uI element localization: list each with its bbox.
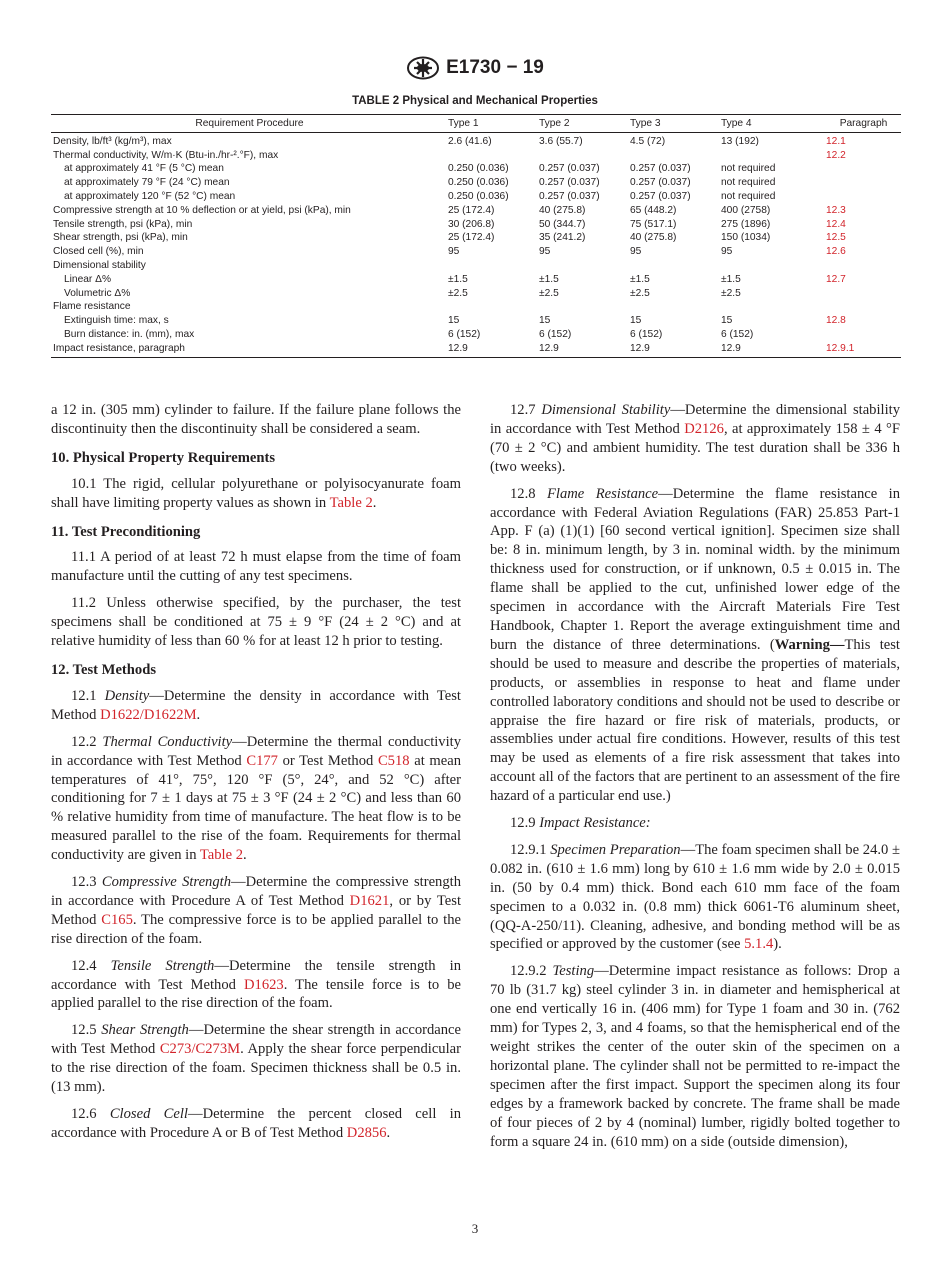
reference-link[interactable]: D1623 <box>243 976 284 993</box>
requirement-cell: Flame resistance <box>53 301 131 313</box>
table-row <box>51 342 901 357</box>
requirement-cell: Dimensional stability <box>53 259 146 271</box>
type-value-cell: 275 (1896) <box>721 218 771 230</box>
requirement-cell: Tensile strength, psi (kPa), min <box>53 218 193 230</box>
type-value-cell: 0.257 (0.037) <box>539 190 600 202</box>
paragraph-link <box>826 328 901 342</box>
paragraph-link <box>826 259 901 273</box>
type-value-cell: 75 (517.1) <box>630 218 677 230</box>
paragraph: 10.1 The rigid, cellular polyurethane or polyisocyanurate foam shall have limiting property values as shown in Table 2. <box>51 475 461 511</box>
reference-link[interactable]: D2126 <box>684 420 724 437</box>
requirement-cell: Extinguish time: max, s <box>64 315 169 327</box>
reference-link[interactable]: C273/C273M <box>159 1041 241 1058</box>
table-row <box>51 218 901 232</box>
reference-link[interactable]: D2856 <box>346 1124 387 1141</box>
requirement-cell: at approximately 120 °F (52 °C) mean <box>64 190 236 202</box>
type-value-cell: 65 (448.2) <box>630 204 677 216</box>
astm-logo-icon <box>406 56 440 80</box>
table-row <box>51 162 901 176</box>
paragraph-title: Thermal Conductivity <box>102 733 233 750</box>
type-value-cell: 0.257 (0.037) <box>630 177 691 189</box>
type-value-cell: 95 <box>721 246 733 258</box>
type-value-cell: 6 (152) <box>721 328 754 340</box>
paragraph-title: Density <box>104 687 150 704</box>
paragraph-link <box>826 162 901 176</box>
type-value-cell <box>630 149 721 163</box>
section-heading: 11. Test Preconditioning <box>51 523 201 540</box>
type-value-cell: 4.5 (72) <box>630 135 666 147</box>
column-header: Type 1 <box>448 115 539 133</box>
paragraph: 12.9 Impact Resistance: <box>510 815 651 832</box>
type-value-cell: 95 <box>630 246 642 258</box>
type-value-cell: 40 (275.8) <box>630 232 677 244</box>
reference-link[interactable]: 5.1.4 <box>744 936 774 953</box>
designation: E1730 − 19 <box>446 57 544 78</box>
column-header: Type 4 <box>721 115 826 133</box>
requirement-cell: Impact resistance, paragraph <box>53 342 185 354</box>
reference-link[interactable]: D1622/D1622M <box>100 706 197 723</box>
type-value-cell: 400 (2758) <box>721 204 771 216</box>
table-row <box>51 287 901 301</box>
paragraph-link[interactable]: 12.5 <box>826 232 846 244</box>
properties-table <box>51 114 901 358</box>
type-value-cell <box>539 300 630 314</box>
paragraph-link[interactable]: 12.2 <box>826 149 846 161</box>
paragraph: 12.8 Flame Resistance—Determine the flame resistance in accordance with Federal Aviation Regulations (FAR) 25.853 Part-1 App. F (a) (1)(1) [60 second vertical ignition]. Specimen size shall be: 8 in. minimum length, by 3 in. nominal width. by the minimum thickness used for construction, or if unknown, 0.5 ± 0.015 in. The flame shall be applied to the cut, unfinished lower edge of the specimen in accordance with the Aircraft Materials Fire Test Handbook, Chapter 1. Report the average extinguishment time and burn the distance of three determinations. (Warning—This test should be used to measure and describe the properties of materials, products, or assemblies in response to heat and flame under controlled laboratory conditions and should not be used to describe or appraise the fire hazard or fire risk of materials, products, or assemblies under actual fire conditions. However, results of this test may be used as elements of a fire risk assessment that takes into account all of the factors that are pertinent to an assessment of the fire hazard of a particular end use.) <box>490 485 901 805</box>
paragraph-link <box>826 190 901 204</box>
type-value-cell: ±1.5 <box>448 273 468 285</box>
paragraph-title: Impact Resistance: <box>539 815 651 832</box>
requirement-cell: at approximately 79 °F (24 °C) mean <box>64 177 230 189</box>
type-value-cell: 0.250 (0.036) <box>448 190 509 202</box>
paragraph: 12.9.1 Specimen Preparation—The foam specimen shall be 24.0 ± 0.082 in. (610 ± 1.6 mm) long by 610 ± 1.6 mm wide by 2.0 ± 0.015 in. (50 by 0.4 mm) thick. Bond each 610 mm face of the foam specimen to a 0.032 in. (0.8 mm) thick 6061-T6 aluminum sheet, (QQ-A-250/11). Cleaning, adhesive, and bonding method will be as specified or approved by the customer (see 5.1.4). <box>490 841 901 953</box>
reference-link[interactable]: D1621 <box>349 892 390 909</box>
type-value-cell: 6 (152) <box>448 328 481 340</box>
column-header: Requirement Procedure <box>51 115 448 133</box>
type-value-cell <box>721 259 826 273</box>
type-value-cell: 150 (1034) <box>721 232 771 244</box>
table-row <box>51 259 901 273</box>
reference-link[interactable]: C165 <box>101 911 133 928</box>
reference-link[interactable]: C518 <box>377 752 410 769</box>
paragraph: 11.1 A period of at least 72 h must elapse from the time of foam manufacture until the cutting of any test specimens. <box>51 549 461 585</box>
reference-link[interactable]: Table 2 <box>329 494 373 511</box>
type-value-cell: ±2.5 <box>630 287 650 299</box>
paragraph: 12.9.2 Testing—Determine impact resistance as follows: Drop a 70 lb (31.7 kg) steel cylinder 3 in. in diameter and hemispherical at one end vertically 16 in. (406 mm) for Type 1 foam and 30 in. (762 mm) for Types 2, 3, and 4 foams, so that the hemispherical end of the weight strikes the center of the outer skin of the specimen on a horizontal plane. The cylinder shall not be permitted to re-impact the specimen after the first impact. Support the specimen along its four edges by a framework backed by concrete. The frame shall be made of four pieces of 2 by 4 (nominal) lumber, rigidly bolted together to form a square 24 in. (610 mm) on a side (outside dimension), <box>490 963 900 1150</box>
paragraph: 12.1 Density—Determine the density in accordance with Test Method D1622/D1622M. <box>51 687 461 723</box>
table-row <box>51 328 901 342</box>
type-value-cell: 3.6 (55.7) <box>539 135 583 147</box>
paragraph-title: Flame Resistance <box>546 485 659 502</box>
table-row <box>51 204 901 218</box>
paragraph: 11.2 Unless otherwise specified, by the purchaser, the test specimens shall be conditioned at 75 ± 9 °F (24 ± 2 °C) and at relative humidity of less than 60 % for at least 12 h prior to testing. <box>51 595 461 650</box>
paragraph-link <box>826 287 901 301</box>
page-number: 3 <box>471 1221 479 1236</box>
table-row <box>51 245 901 259</box>
type-value-cell <box>448 149 539 163</box>
type-value-cell: 15 <box>539 315 551 327</box>
type-value-cell: ±2.5 <box>721 287 741 299</box>
type-value-cell: 6 (152) <box>539 328 572 340</box>
type-value-cell: ±2.5 <box>539 287 559 299</box>
type-value-cell: not required <box>721 190 776 202</box>
paragraph-link[interactable]: 12.9.1 <box>826 342 855 354</box>
type-value-cell: 12.9 <box>630 342 650 354</box>
warning-label: Warning— <box>774 636 845 653</box>
paragraph-link <box>826 176 901 190</box>
section-heading: 10. Physical Property Requirements <box>51 449 276 466</box>
type-value-cell: not required <box>721 163 776 175</box>
type-value-cell <box>539 259 630 273</box>
requirement-cell: Density, lb/ft³ (kg/m³), max <box>53 135 172 147</box>
type-value-cell: ±2.5 <box>448 287 468 299</box>
paragraph: 12.2 Thermal Conductivity—Determine the thermal conductivity in accordance with Test Method C177 or Test Method C518 at mean temperatures of 41°, 75°, 120 °F (5°, 24°, and 52 °C) after conditioning for 7 ± 1 days at 75 ± 3 °F (24 ± 2 °C) and less than 60 % relative humidity from time of manufacture. The heat flow is to be measured parallel to the rise of the foam. Requirements for thermal conductivity are given in Table 2. <box>51 733 462 864</box>
type-value-cell: ±1.5 <box>630 273 650 285</box>
type-value-cell: 0.257 (0.037) <box>630 190 691 202</box>
paragraph: a 12 in. (305 mm) cylinder to failure. If the failure plane follows the discontinuity then the discontinuity shall be considered a seam. <box>51 402 461 437</box>
requirement-cell: Burn distance: in. (mm), max <box>64 328 195 340</box>
left-column <box>51 401 461 1151</box>
requirement-cell: Volumetric Δ% <box>64 287 131 299</box>
reference-link[interactable]: Table 2 <box>199 847 244 864</box>
paragraph-link[interactable]: 12.6 <box>826 246 846 258</box>
table-row <box>51 231 901 245</box>
paragraph: 12.6 Closed Cell—Determine the percent closed cell in accordance with Procedure A or B of Test Method D2856. <box>51 1106 461 1141</box>
table-row <box>51 149 901 163</box>
paragraph-link[interactable]: 12.1 <box>826 135 846 147</box>
paragraph-link[interactable]: 12.7 <box>826 273 846 285</box>
paragraph: 12.7 Dimensional Stability—Determine the dimensional stability in accordance with Test Method D2126, at approximately 158 ± 4 °F (70 ± 2 °C) and ambient humidity. The test duration shall be 336 h (two weeks). <box>490 402 901 475</box>
requirement-cell: Shear strength, psi (kPa), min <box>53 232 188 244</box>
paragraph: 12.4 Tensile Strength—Determine the tensile strength in accordance with Test Method D1623. The tensile force is to be applied parallel to the rise direction of the foam. <box>51 957 461 1012</box>
type-value-cell: 25 (172.4) <box>448 204 495 216</box>
paragraph-title: Dimensional Stability <box>541 402 671 418</box>
section-heading: 12. Test Methods <box>51 661 157 678</box>
paragraph-link[interactable]: 12.8 <box>826 315 846 327</box>
type-value-cell: 30 (206.8) <box>448 218 495 230</box>
table-row <box>51 273 901 287</box>
requirement-cell: at approximately 41 °F (5 °C) mean <box>64 163 224 175</box>
type-value-cell: not required <box>721 177 776 189</box>
type-value-cell: 0.257 (0.037) <box>539 177 600 189</box>
column-header: Type 2 <box>539 115 630 133</box>
type-value-cell: 95 <box>539 246 551 258</box>
type-value-cell <box>539 149 630 163</box>
type-value-cell: 6 (152) <box>630 328 663 340</box>
type-value-cell <box>630 259 721 273</box>
type-value-cell <box>721 149 826 163</box>
table-row <box>51 314 901 328</box>
paragraph-title: Compressive Strength <box>101 874 231 891</box>
table-header-row <box>51 115 901 133</box>
paragraph: 12.5 Shear Strength—Determine the shear strength in accordance with Test Method C273/C273M. Apply the shear force perpendicular to the rise direction of the foam. Specimen thickness shall be 0.5 in. (13 mm). <box>51 1022 462 1096</box>
type-value-cell: 0.250 (0.036) <box>448 177 509 189</box>
column-header: Paragraph <box>826 115 901 133</box>
table-row <box>51 176 901 190</box>
table-row <box>51 300 901 314</box>
type-value-cell <box>448 300 539 314</box>
page-header <box>0 56 950 80</box>
paragraph-title: Tensile Strength <box>110 957 215 974</box>
type-value-cell: 40 (275.8) <box>539 204 586 216</box>
type-value-cell: ±1.5 <box>539 273 559 285</box>
type-value-cell: 95 <box>448 246 460 258</box>
paragraph-link[interactable]: 12.4 <box>826 218 846 230</box>
paragraph-title: Specimen Preparation <box>550 841 681 858</box>
type-value-cell <box>721 300 826 314</box>
type-value-cell: 25 (172.4) <box>448 232 495 244</box>
type-value-cell: 15 <box>448 315 460 327</box>
type-value-cell: 0.250 (0.036) <box>448 163 509 175</box>
paragraph-title: Closed Cell <box>109 1106 188 1122</box>
type-value-cell: 13 (192) <box>721 135 759 147</box>
type-value-cell: 15 <box>630 315 642 327</box>
paragraph-title: Testing <box>552 963 595 980</box>
type-value-cell: 12.9 <box>448 342 468 354</box>
type-value-cell: 0.257 (0.037) <box>539 163 600 175</box>
reference-link[interactable]: C177 <box>246 752 278 769</box>
paragraph: 12.3 Compressive Strength—Determine the compressive strength in accordance with Procedure A of Test Method D1621, or by Test Method C165. The compressive force is to be applied parallel to the rise direction of the foam. <box>51 874 462 947</box>
requirement-cell: Linear Δ% <box>64 273 112 285</box>
paragraph-link <box>826 300 901 314</box>
paragraph-title: Shear Strength <box>101 1022 189 1039</box>
type-value-cell: 35 (241.2) <box>539 232 586 244</box>
table-caption: TABLE 2 Physical and Mechanical Properties <box>352 95 598 107</box>
requirement-cell: Closed cell (%), min <box>53 246 144 258</box>
type-value-cell <box>448 259 539 273</box>
type-value-cell: 12.9 <box>721 342 741 354</box>
type-value-cell: 15 <box>721 315 733 327</box>
requirement-cell: Thermal conductivity, W/m·K (Btu-in./hr-².°F), max <box>53 149 279 161</box>
right-column <box>490 401 900 1159</box>
type-value-cell: 12.9 <box>539 342 559 354</box>
type-value-cell: 2.6 (41.6) <box>448 135 492 147</box>
table-row <box>51 190 901 204</box>
type-value-cell: ±1.5 <box>721 273 741 285</box>
paragraph-link[interactable]: 12.3 <box>826 204 846 216</box>
type-value-cell: 50 (344.7) <box>539 218 586 230</box>
table-row <box>51 132 901 148</box>
column-header: Type 3 <box>630 115 721 133</box>
requirement-cell: Compressive strength at 10 % deflection or at yield, psi (kPa), min <box>53 204 351 216</box>
type-value-cell <box>630 300 721 314</box>
type-value-cell: 0.257 (0.037) <box>630 163 691 175</box>
